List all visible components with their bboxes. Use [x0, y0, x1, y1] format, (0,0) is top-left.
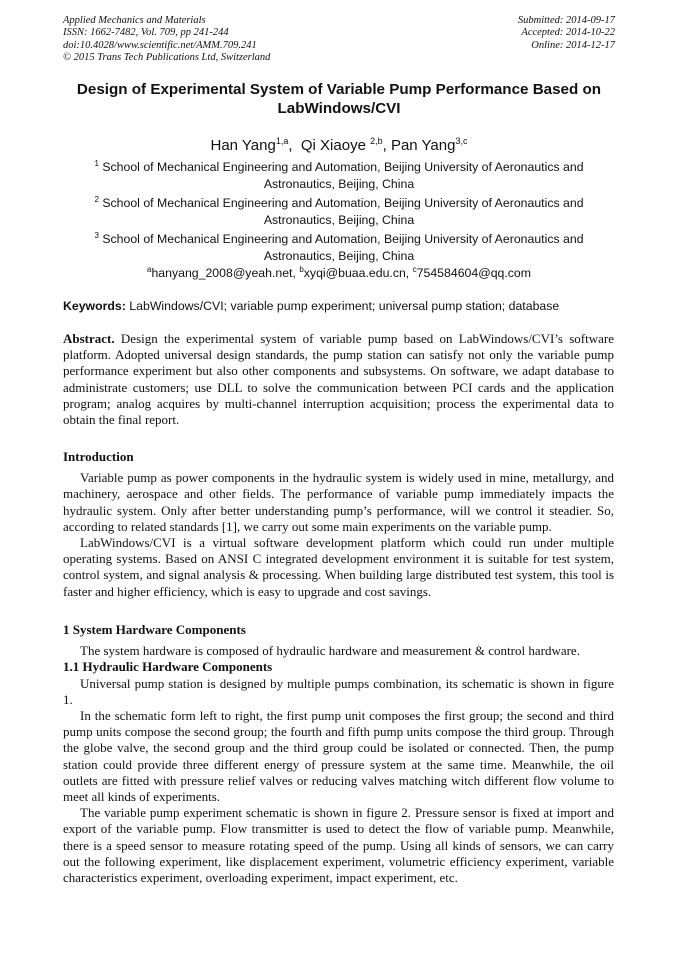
affiliation-text: Astronautics, Beijing, China: [263, 249, 415, 264]
section-heading: Introduction: [63, 449, 134, 464]
affiliation-number: 2: [94, 195, 99, 204]
author-name: Pan Yang: [390, 137, 456, 154]
author-name: Qi Xiaoye: [300, 137, 366, 154]
email-sup: c: [412, 265, 417, 274]
email-link[interactable]: hanyang_2008@yeah.net,: [151, 266, 296, 281]
online-date: Online: 2014-12-17: [531, 39, 615, 51]
accepted-date: Accepted: 2014-10-22: [521, 27, 615, 39]
hardware-section: [63, 622, 614, 886]
affiliation-text: School of Mechanical Engineering and Automation, Beijing University of Aeronautics and: [102, 196, 584, 211]
doi-line[interactable]: doi:10.4028/www.scientific.net/AMM.709.241: [63, 39, 257, 51]
submission-dates: [518, 15, 615, 52]
author-sup: 1,a: [275, 136, 289, 146]
paragraph: In the schematic form left to right, the first pump unit composes the first group; the second and third pump units compose the second group; the fourth and fifth pump units compose the third group. Through the globe valve, the second group and the third group could be isolated or connected. Then, the pump station could provide three different energy of pressure system at the same time. Meanwhile, the oil outlets are fitted with pressure relief valves or reducing valves matching witch different flow volume to meet all kinds of experiments.: [63, 708, 614, 805]
affiliation-text: School of Mechanical Engineering and Automation, Beijing University of Aeronautics and: [102, 160, 584, 175]
paper-title: [50, 80, 628, 118]
issn-line: ISSN: 1662-7482, Vol. 709, pp 241-244: [63, 27, 229, 39]
author-list: Han Yang$^{1,a}$, Qi Xiaoye $^{2,b}$, Pan Yang$^{3,c}$: [210, 136, 468, 154]
author-sup: 2,b: [370, 136, 383, 146]
email-sup: b: [299, 265, 304, 274]
introduction-section: [63, 449, 614, 600]
affiliation-1: [80, 155, 598, 193]
author-sup: 3,c: [455, 136, 468, 146]
keywords: [63, 298, 623, 314]
paragraph: Universal pump station is designed by multiple pumps combination, its schematic is shown in figure 1.: [63, 675, 614, 707]
paragraph: LabWindows/CVI is a virtual software development platform which could run under multiple operating systems. Based on ANSI C integrated development environment it is suitable for test system, control system, and signal analysis & processing. When building large distributed test system, this tool is faster and higher efficiency, which is easy to upgrade and cost savings.: [63, 535, 614, 599]
keywords-label: Keywords:: [63, 299, 126, 313]
affiliation-number: 3: [94, 231, 99, 240]
affiliation-2: [80, 191, 598, 229]
journal-info: [63, 15, 270, 65]
journal-name: Applied Mechanics and Materials: [63, 15, 206, 26]
subsection-heading: 1.1 Hydraulic Hardware Components: [63, 659, 273, 675]
paragraph: The system hardware is composed of hydraulic hardware and measurement & control hardware.: [80, 643, 580, 659]
affiliation-text: Astronautics, Beijing, China: [263, 177, 415, 192]
section-heading: 1 System Hardware Components: [63, 622, 246, 637]
email-link[interactable]: xyqi@buaa.edu.cn,: [303, 266, 410, 281]
submitted-date: Submitted: 2014-09-17: [517, 15, 615, 26]
paragraph: The variable pump experiment schematic is shown in figure 2. Pressure sensor is fixed at import and export of the variable pump. Flow transmitter is used to detect the flow of variable pump. Meanwhile, there is a speed sensor to measure rotating speed of the pump. Using all kinds of sensors, we can carry out the following experiment, like displacement experiment, volumetric efficiency experiment, variable characteristics experiment, overloading experiment, impact experiment, etc.: [63, 805, 614, 886]
title-line-2: LabWindows/CVI: [277, 100, 401, 117]
author-emails: [0, 262, 678, 281]
keywords-text: LabWindows/CVI; variable pump experiment; universal pump station; database: [129, 299, 560, 313]
abstract-label: Abstract.: [63, 331, 115, 346]
paragraph: Variable pump as power components in the hydraulic system is widely used in mine, metallurgy, and machinery, aerospace and other fields. The performance of variable pump immediately impacts the hydraulic system. Only after better understanding pump’s performance, will we control it steadier. So, according to related standards [1], we carry out some main experiments on the variable pump.: [63, 470, 614, 534]
email-sup: a: [146, 265, 152, 274]
affiliation-number: 1: [94, 159, 99, 168]
abstract: [63, 331, 614, 428]
affiliation-text: School of Mechanical Engineering and Automation, Beijing University of Aeronautics and: [102, 232, 584, 247]
abstract-text: Design the experimental system of variable pump based on LabWindows/CVI’s software platform. Adopted universal design standards, the pump station can satisfy not only the variable pump performance experiment but also other components and subsystems. On software, we adapt database to administrate customers; use DLL to solve the communication between PCI cards and the application program; analog acquires by multi-channel interruption acquisition; process the experimental data to obtain the final report.: [63, 331, 615, 428]
copyright-line: © 2015 Trans Tech Publications Ltd, Switzerland: [63, 52, 271, 64]
title-line-1: Design of Experimental System of Variable Pump Performance Based on: [76, 81, 602, 98]
affiliation-3: [80, 227, 598, 265]
email-link[interactable]: 754584604@qq.com: [416, 266, 532, 281]
author-name: Han Yang: [210, 137, 276, 154]
affiliation-text: Astronautics, Beijing, China: [263, 213, 415, 228]
